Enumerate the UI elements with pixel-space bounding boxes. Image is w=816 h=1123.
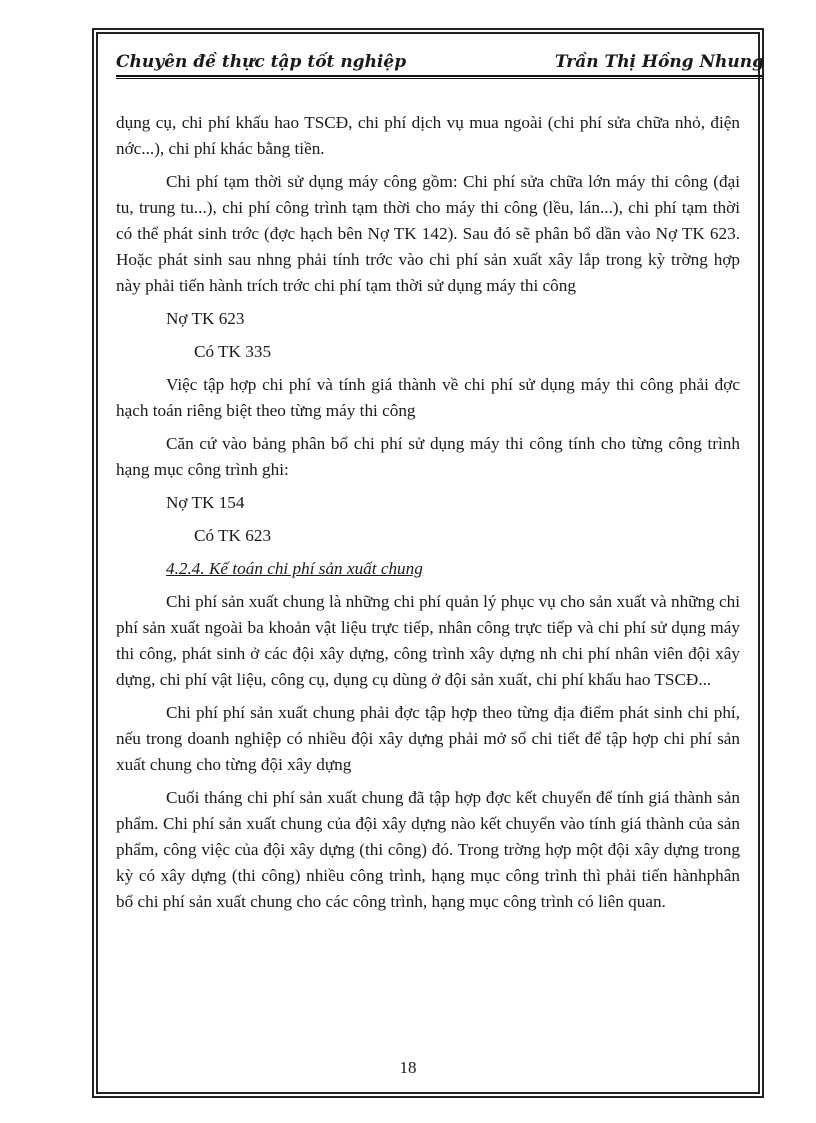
paragraph: Chi phí tạm thời sử dụng máy công gồm: Chi phí sửa chữa lớn máy thi công (đại tu, trung tu...), chi phí công trình tạm thời cho máy thi công (lều, lán...), chi phí tạm thời có thể phát sinh trớc (đợc hạch bên Nợ TK 142). Sau đó sẽ phân bổ dần vào Nợ TK 623. Hoặc phát sinh sau nhng phải tính trớc vào chi phí sản xuất xây lắp trong kỳ trờng hợp này phải tiến hành trích trớc chi phí tạm thời sử dụng máy thi công	[116, 172, 740, 295]
page-header	[116, 52, 764, 76]
document-body	[116, 110, 740, 922]
paragraph: Cuối tháng chi phí sản xuất chung đã tập hợp đợc kết chuyển để tính giá thành sản phẩm. Chi phí sản xuất chung của đội xây dựng nào kết chuyển vào tính giá thành của sản phẩm, công việc của đội xây dựng (thi công) đó. Trong trờng hợp một đội xây dựng trong kỳ có xây dựng (thi công) nhiều công trình, hạng mục công trình thì phải tiến hànhphân bổ chi phí sản xuất chung cho các công trình, hạng mục công trình có liên quan.	[116, 788, 740, 911]
accounting-entry-debit: Nợ TK 154	[166, 493, 245, 512]
accounting-entry-debit: Nợ TK 623	[166, 309, 245, 328]
paragraph: Chi phí sản xuất chung là những chi phí quản lý phục vụ cho sản xuất và những chi phí sản xuất ngoài ba khoản vật liệu trực tiếp, nhân công trực tiếp và chi phí sử dụng máy thi công, phát sinh ở các đội xây dựng, công trình xây dựng nh chi phí nhân viên đội xây dựng, chi phí vật liệu, công cụ, dụng cụ dùng ở đội sản xuất, chi phí khấu hao TSCĐ...	[116, 592, 740, 689]
paragraph: Việc tập hợp chi phí và tính giá thành về chi phí sử dụng máy thi công phải đợc hạch toán riêng biệt theo từng máy thi công	[116, 375, 740, 420]
paragraph: Căn cứ vào bảng phân bổ chi phí sử dụng máy thi công tính cho từng công trình hạng mục công trình ghi:	[116, 434, 740, 479]
paragraph: dụng cụ, chi phí khấu hao TSCĐ, chi phí dịch vụ mua ngoài (chi phí sửa chữa nhỏ, điện nớc...), chi phí khác bằng tiền.	[116, 113, 740, 158]
paragraph: Chi phí phí sản xuất chung phải đợc tập hợp theo từng địa điểm phát sinh chi phí, nếu trong doanh nghiệp có nhiều đội xây dựng phải mở sổ chi tiết để tập hợp chi phí sản xuất chung cho từng đội xây dựng	[116, 703, 740, 774]
header-title: Chuyên đề thực tập tốt nghiệp	[116, 52, 407, 72]
section-heading: 4.2.4. Kế toán chi phí sản xuất chung	[166, 559, 423, 578]
page-number: 18	[399, 1058, 417, 1077]
header-rule	[116, 75, 762, 79]
accounting-entry-credit: Có TK 335	[194, 342, 272, 361]
accounting-entry-credit: Có TK 623	[194, 526, 272, 545]
header-author: Trần Thị Hồng Nhung	[554, 52, 764, 72]
